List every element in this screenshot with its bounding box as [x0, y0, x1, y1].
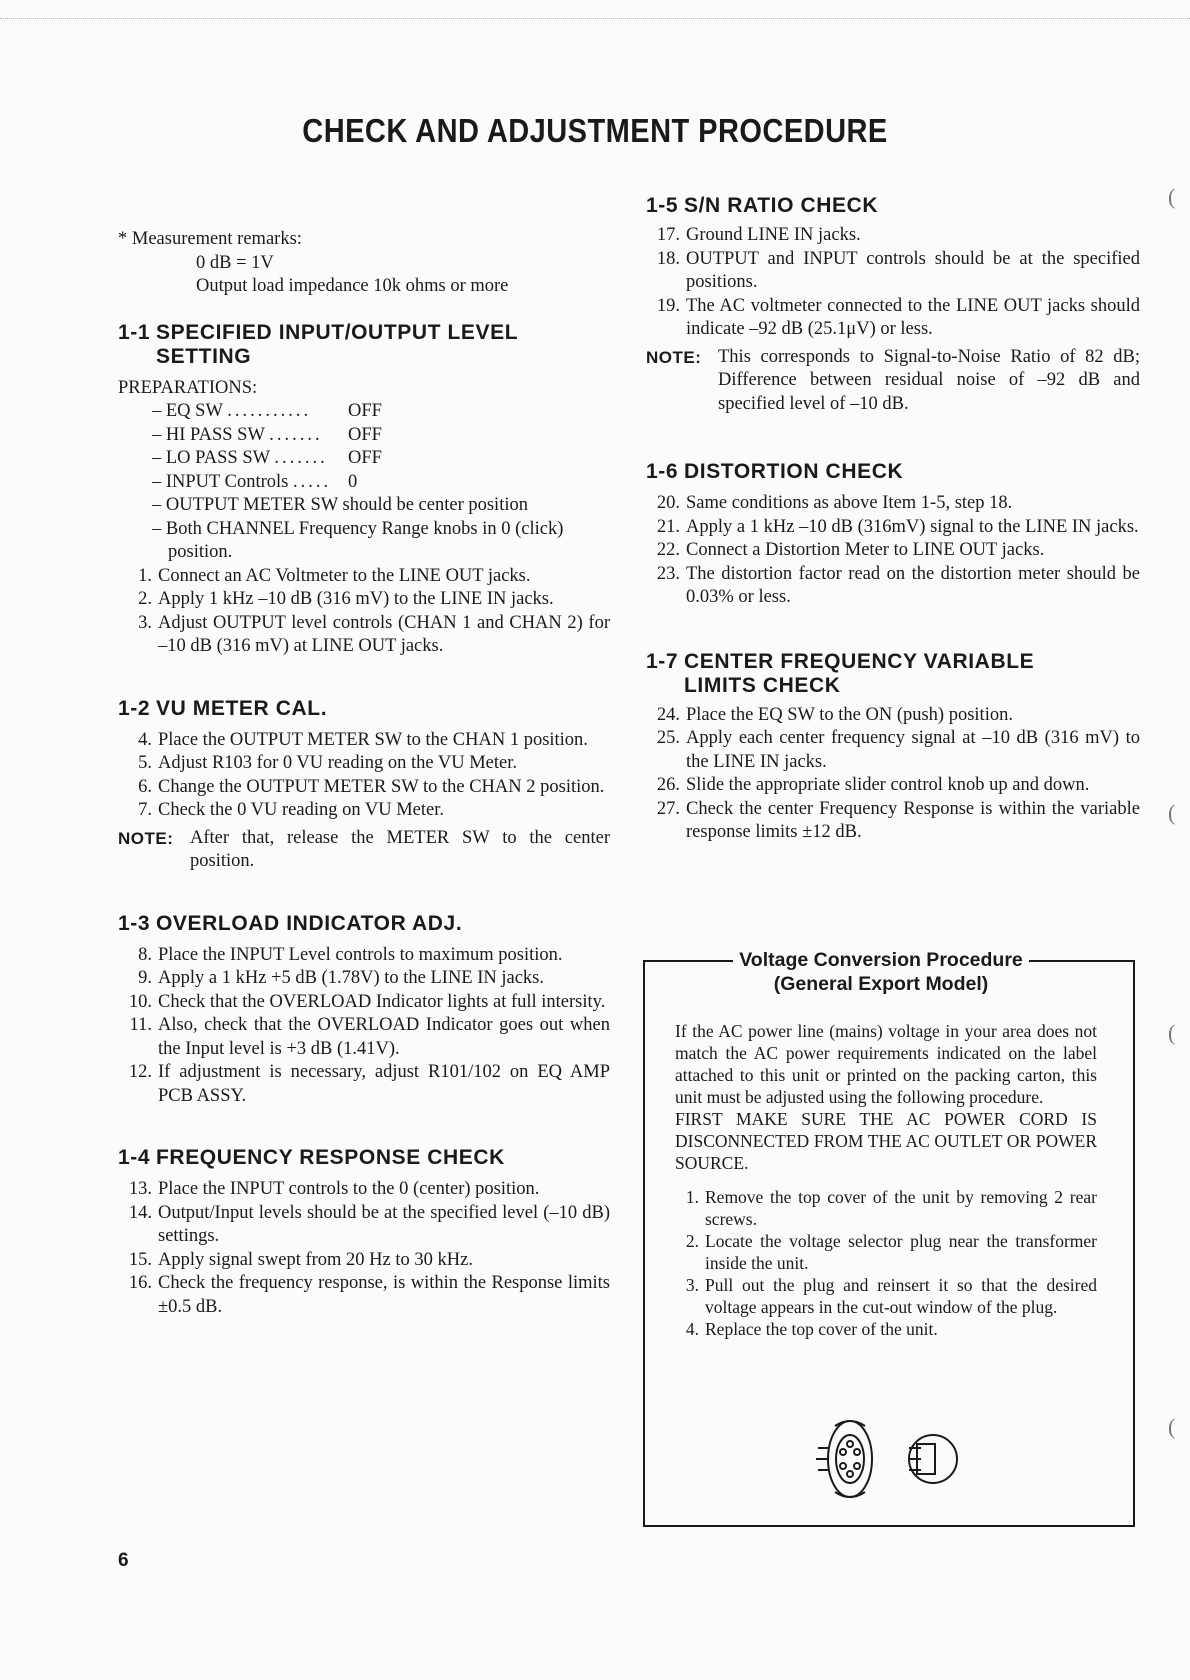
section-1-1-heading	[118, 321, 610, 345]
voltage-box-title: Voltage Conversion Procedure (General Export Model)	[733, 948, 1029, 996]
note	[118, 827, 610, 874]
scan-margin-mark: (	[1168, 1414, 1176, 1439]
list-item: 12. If adjustment is necessary, adjust R101/102 on EQ AMP PCB ASSY.	[128, 1062, 610, 1106]
list-item: 25. Apply each center frequency signal at –10 dB (316 mV) to the LINE IN jacks.	[656, 728, 1140, 772]
prep-row	[152, 424, 610, 448]
prep-row	[152, 471, 610, 495]
list-item: 3. Pull out the plug and reinsert it so that the desired voltage appears in the cut-out window of the plug.	[685, 1275, 1097, 1317]
voltage-conversion-box	[643, 949, 1135, 1527]
list-item: 3. Adjust OUTPUT level controls (CHAN 1 and CHAN 2) for –10 dB (316 mV) at LINE OUT jacks.	[138, 612, 610, 656]
prep-dots: .......	[274, 448, 328, 468]
prep-row	[152, 447, 610, 471]
list-item: 11. Also, check that the OVERLOAD Indicator goes out when the Input level is +3 dB (1.41V).	[129, 1015, 610, 1059]
list-item: 7. Check the 0 VU reading on VU Meter.	[138, 800, 445, 820]
list-item: 6. Change the OUTPUT METER SW to the CHAN 2 position.	[138, 776, 605, 797]
list-item: 22. Connect a Distortion Meter to LINE OUT jacks.	[656, 540, 1045, 560]
page-title: CHECK AND ADJUSTMENT PROCEDURE	[302, 112, 888, 149]
prep-name: – HI PASS SW	[152, 424, 265, 445]
note-text: This corresponds to Signal-to-Noise Ratio of 82 dB; Difference between residual noise of –92 dB and specified level of –10 dB.	[718, 346, 1140, 414]
voltage-box-body	[675, 1020, 1097, 1340]
section-1-4-heading: 1-4 FREQUENCY RESPONSE CHECK	[118, 1146, 505, 1169]
list-item: 21. Apply a 1 kHz –10 dB (316mV) signal to the LINE IN jacks.	[656, 516, 1139, 537]
remarks-label: * Measurement remarks:	[118, 229, 302, 249]
list-item: 9. Apply a 1 kHz +5 dB (1.78V) to the LINE IN jacks.	[138, 968, 545, 988]
list-item: 4. Place the OUTPUT METER SW to the CHAN 1 position.	[138, 729, 588, 750]
voltage-intro: If the AC power line (mains) voltage in your area does not match the AC power requirements indicated on the label attached to this unit or printed on the packing carton, this unit must be adjusted using the following procedure.	[675, 1021, 1097, 1107]
voltage-warning: FIRST MAKE SURE THE AC POWER CORD IS DISCONNECTED FROM THE AC OUTLET OR POWER SOURCE.	[675, 1109, 1097, 1173]
list-item: 26. Slide the appropriate slider control knob up and down.	[656, 775, 1090, 795]
scan-top-rule	[0, 18, 1190, 19]
prep-name: – LO PASS SW	[152, 448, 270, 468]
prep-value: OFF	[348, 448, 382, 468]
scan-margin-mark: (	[1168, 184, 1176, 209]
prep-line-6-cont: position.	[168, 542, 233, 562]
prep-dots: .......	[269, 424, 323, 445]
right-column	[646, 194, 1140, 845]
prep-value: OFF	[348, 424, 382, 445]
list-item: 4. Replace the top cover of the unit.	[685, 1319, 938, 1339]
prep-name: – INPUT Controls	[152, 471, 289, 492]
prep-dots: .....	[293, 471, 332, 492]
list-item: 8. Place the INPUT Level controls to maximum position.	[138, 944, 563, 965]
section-1-6-heading: 1-6 DISTORTION CHECK	[646, 460, 904, 483]
prep-dots: ...........	[227, 401, 312, 421]
prep-line-5: – OUTPUT METER SW should be center position	[152, 495, 528, 515]
list-item: 24. Place the EQ SW to the ON (push) position.	[656, 704, 1013, 725]
section-number: 1-1	[118, 320, 151, 344]
section-1-7-heading: 1-7 CENTER FREQUENCY VARIABLE	[646, 649, 1035, 673]
list-item: 27. Check the center Frequency Response is within the variable response limits ±12 dB.	[656, 798, 1140, 842]
list-item: 18. OUTPUT and INPUT controls should be at the specified positions.	[656, 248, 1140, 292]
list-item: 2. Locate the voltage selector plug near the transformer inside the unit.	[685, 1231, 1097, 1273]
list-item: 23. The distortion factor read on the distortion meter should be 0.03% or less.	[656, 563, 1140, 607]
list-item: 2. Apply 1 kHz –10 dB (316 mV) to the LINE IN jacks.	[138, 589, 554, 609]
preparations-list	[118, 400, 610, 565]
list-item: 1. Remove the top cover of the unit by removing 2 rear screws.	[685, 1187, 1097, 1229]
section-1-3-heading: 1-3 OVERLOAD INDICATOR ADJ.	[118, 911, 463, 935]
note-label: NOTE:	[646, 347, 702, 367]
section-1-5-heading: 1-5 S/N RATIO CHECK	[646, 194, 879, 217]
list-item: 10. Check that the OVERLOAD Indicator lights at full intersity.	[128, 991, 606, 1012]
preparations-label: PREPARATIONS:	[118, 377, 258, 398]
remarks-line-2: Output load impedance 10k ohms or more	[196, 276, 509, 296]
section-1-1-heading-cont: SETTING	[156, 344, 252, 368]
prep-row	[152, 400, 610, 424]
note-label: NOTE:	[118, 828, 174, 848]
prep-name: – EQ SW	[152, 401, 223, 421]
scan-margin-mark: (	[1168, 1020, 1176, 1045]
voltage-selector-plug-icon	[805, 1414, 965, 1504]
list-item: 19. The AC voltmeter connected to the LINE OUT jacks should indicate –92 dB (25.1μV) or less.	[656, 295, 1140, 339]
left-column	[118, 228, 610, 1319]
prep-value: OFF	[348, 401, 382, 421]
list-item: 5. Adjust R103 for 0 VU reading on the VU Meter.	[138, 753, 517, 773]
list-item: 20. Same conditions as above Item 1-5, step 18.	[656, 493, 1013, 513]
list-item: 13. Place the INPUT controls to the 0 (center) position.	[128, 1179, 540, 1199]
scan-margin-mark: (	[1168, 800, 1176, 825]
section-1-2-heading: 1-2 VU METER CAL.	[118, 696, 328, 720]
note-text: After that, release the METER SW to the center position.	[190, 827, 610, 871]
list-item: 15. Apply signal swept from 20 Hz to 30 kHz.	[128, 1249, 473, 1270]
prep-value: 0	[348, 471, 358, 492]
remarks-line-1: 0 dB = 1V	[196, 252, 274, 273]
note	[646, 346, 1140, 417]
prep-line-6: – Both CHANNEL Frequency Range knobs in 0 (click)	[152, 518, 564, 539]
section-1-7-heading-cont: LIMITS CHECK	[684, 673, 841, 697]
section-title: SPECIFIED INPUT/OUTPUT LEVEL	[156, 320, 519, 344]
list-item: 17. Ground LINE IN jacks.	[656, 225, 861, 245]
page-number: 6	[118, 1550, 129, 1571]
list-item: 16. Check the frequency response, is within the Response limits ±0.5 dB.	[128, 1273, 610, 1317]
list-item: 14. Output/Input levels should be at the specified level (–10 dB) settings.	[128, 1202, 610, 1246]
list-item: 1. Connect an AC Voltmeter to the LINE OUT jacks.	[138, 565, 531, 586]
